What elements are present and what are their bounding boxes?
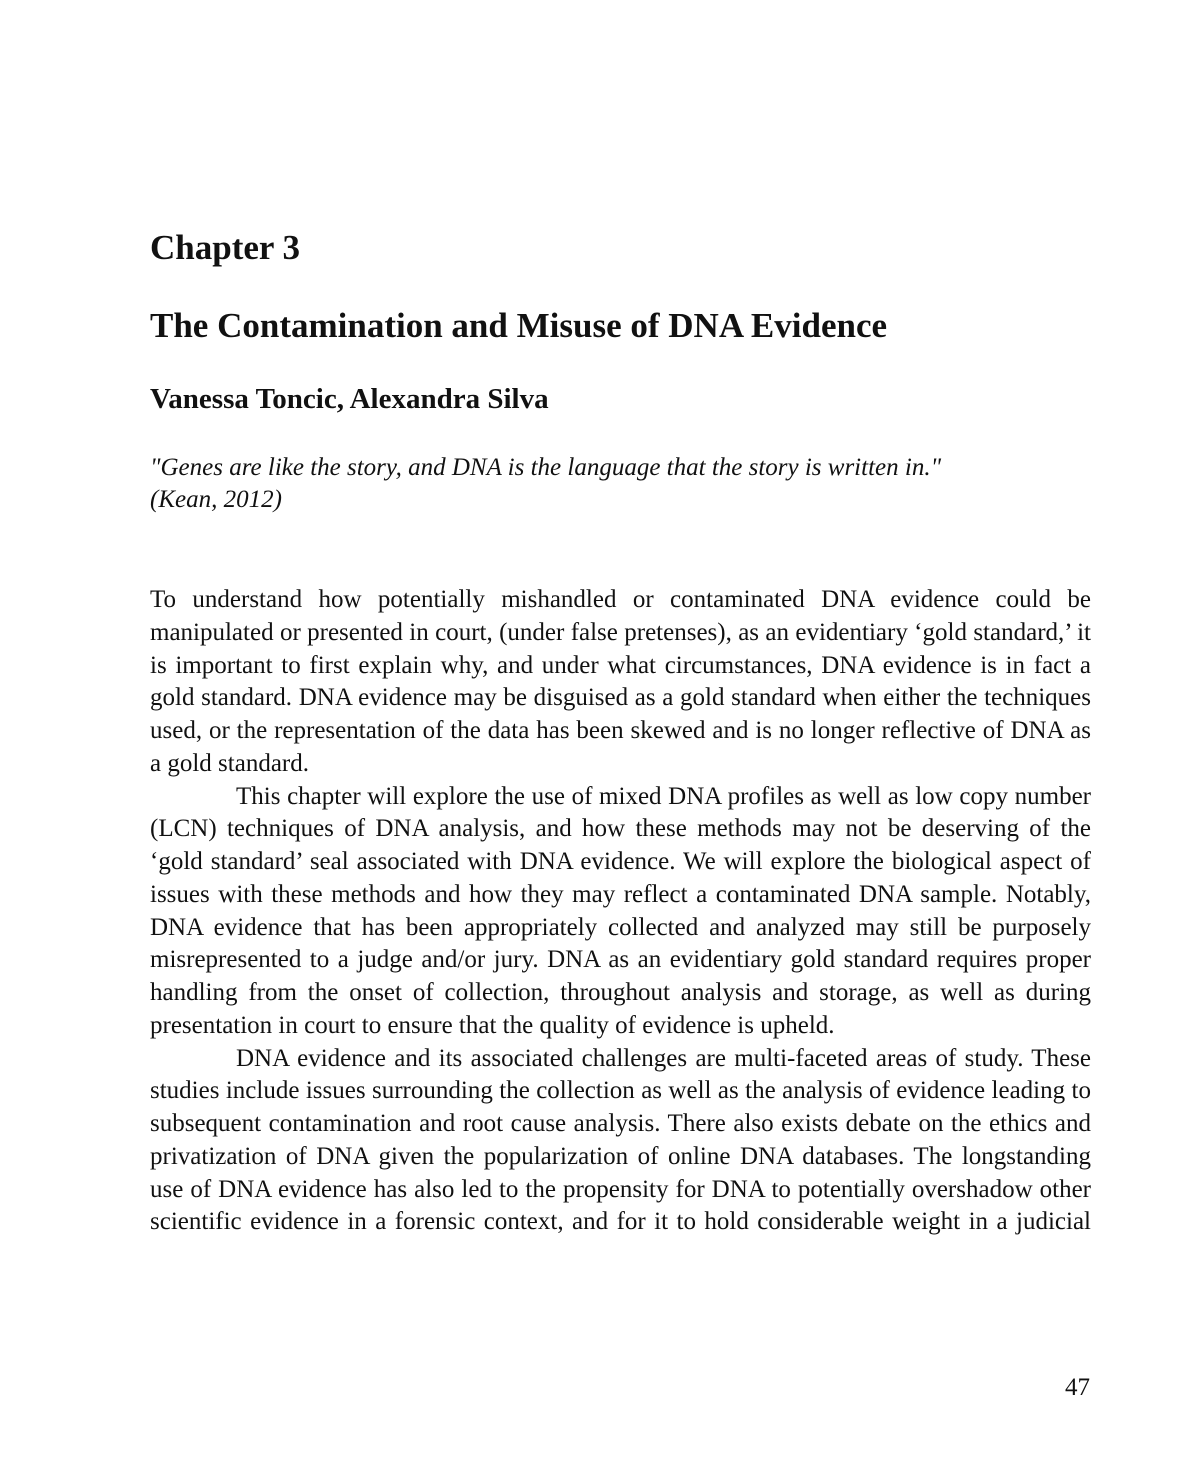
- body-text: [150, 584, 1091, 1239]
- chapter-title: The Contamination and Misuse of DNA Evidence: [150, 306, 888, 345]
- chapter-label: Chapter 3: [150, 228, 301, 267]
- chapter-authors: Vanessa Toncic, Alexandra Silva: [150, 383, 549, 415]
- body-paragraph: To understand how potentially mishandled or contaminated DNA evidence could be manipulated or presented in court, (under false pretenses), as an evidentiary ‘gold standard,’ it is important to first explain why, and under what circumstances, DNA evidence is in fact a gold standard. DNA evidence may be disguised as a gold standard when either the techniques used, or the representation of the data has been skewed and is no longer reflective of DNA as a gold standard.: [150, 586, 1091, 777]
- epigraph: [150, 452, 1110, 516]
- body-paragraph: This chapter will explore the use of mixed DNA profiles as well as low copy number (LCN) techniques of DNA analysis, and how these methods may not be deserving of the ‘gold standard’ seal associated with DNA evidence. We will explore the biological aspect of issues with these methods and how they may reflect a contaminated DNA sample. Notably, DNA evidence that has been appropriately collected and analyzed may still be purposely misrepresented to a judge and/or jury. DNA as an evidentiary gold standard requires proper handling from the onset of collection, throughout analysis and storage, as well as during presentation in court to ensure that the quality of evidence is upheld.: [150, 782, 1091, 1039]
- body-paragraph: DNA evidence and its associated challenges are multi-faceted areas of study. These studies include issues surrounding the collection as well as the analysis of evidence leading to subsequent contamination and root cause analysis. There also exists debate on the ethics and privatization of DNA given the popularization of online DNA databases. The longstanding use of DNA evidence has also led to the propensity for DNA to potentially overshadow other scientific evidence in a forensic context, and for it to hold considerable weight in a judicial: [150, 1044, 1091, 1236]
- epigraph-citation: (Kean, 2012): [150, 486, 282, 513]
- epigraph-quote: "Genes are like the story, and DNA is the language that the story is written in.": [150, 454, 942, 481]
- page-number: 47: [1065, 1374, 1090, 1401]
